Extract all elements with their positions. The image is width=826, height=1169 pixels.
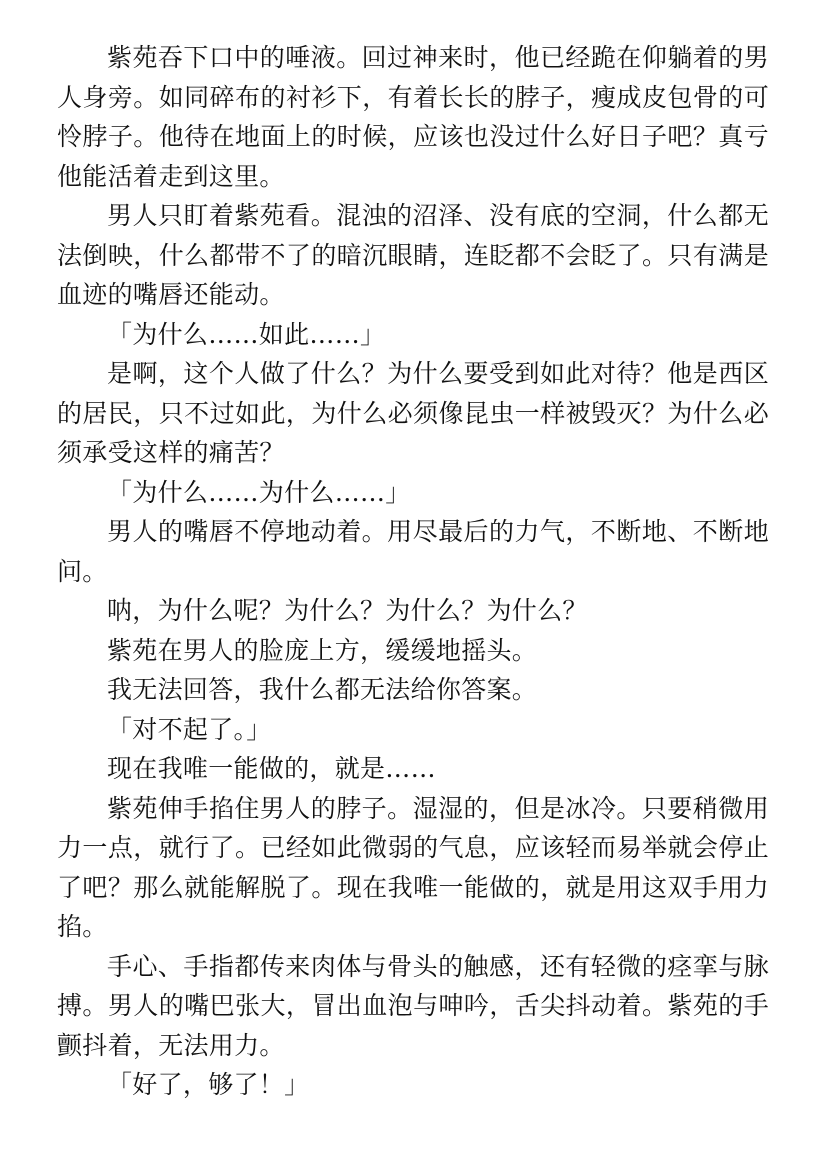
paragraph: 男人的嘴唇不停地动着。用尽最后的力气，不断地、不断地问。 bbox=[57, 517, 769, 586]
document-page bbox=[57, 38, 769, 1105]
paragraph: 现在我唯一能做的，就是…… bbox=[107, 754, 436, 783]
dialogue-line: 「对不起了。」 bbox=[107, 714, 272, 744]
paragraph: 我无法回答，我什么都无法给你答案。 bbox=[107, 675, 538, 704]
dialogue-line: 「好了，够了！」 bbox=[107, 1070, 310, 1099]
paragraph: 是啊，这个人做了什么？为什么要受到如此对待？他是西区的居民，只不过如此，为什么必须像昆虫一样被毁灭？为什么必须承受这样的痛苦？ bbox=[57, 359, 769, 467]
paragraph: 紫苑伸手掐住男人的脖子。湿湿的，但是冰冷。只要稍微用力一点，就行了。已经如此微弱的气息，应该轻而易举就会停止了吧？那么就能解脱了。现在我唯一能做的，就是用这双手用力掐。 bbox=[57, 793, 769, 941]
paragraph: 手心、手指都传来肉体与骨头的触感，还有轻微的痉挛与脉搏。男人的嘴巴张大，冒出血泡与呻吟，舌尖抖动着。紫苑的手颤抖着，无法用力。 bbox=[57, 951, 769, 1060]
paragraph: 紫苑在男人的脸庞上方，缓缓地摇头。 bbox=[107, 635, 538, 665]
paragraph: 紫苑吞下口中的唾液。回过神来时，他已经跪在仰躺着的男人身旁。如同碎布的衬衫下，有着长长的脖子，瘦成皮包骨的可怜脖子。他待在地面上的时候，应该也没过什么好日子吧？真亏他能活着走到这里。 bbox=[57, 43, 769, 191]
dialogue-line: 「为什么……为什么……」 bbox=[107, 477, 411, 507]
paragraph: 呐，为什么呢？为什么？为什么？为什么？ bbox=[107, 596, 588, 625]
dialogue-line: 「为什么……如此……」 bbox=[107, 319, 386, 349]
paragraph: 男人只盯着紫苑看。混浊的沼泽、没有底的空洞，什么都无法倒映，什么都带不了的暗沉眼睛，连眨都不会眨了。只有满是血迹的嘴唇还能动。 bbox=[57, 201, 769, 309]
